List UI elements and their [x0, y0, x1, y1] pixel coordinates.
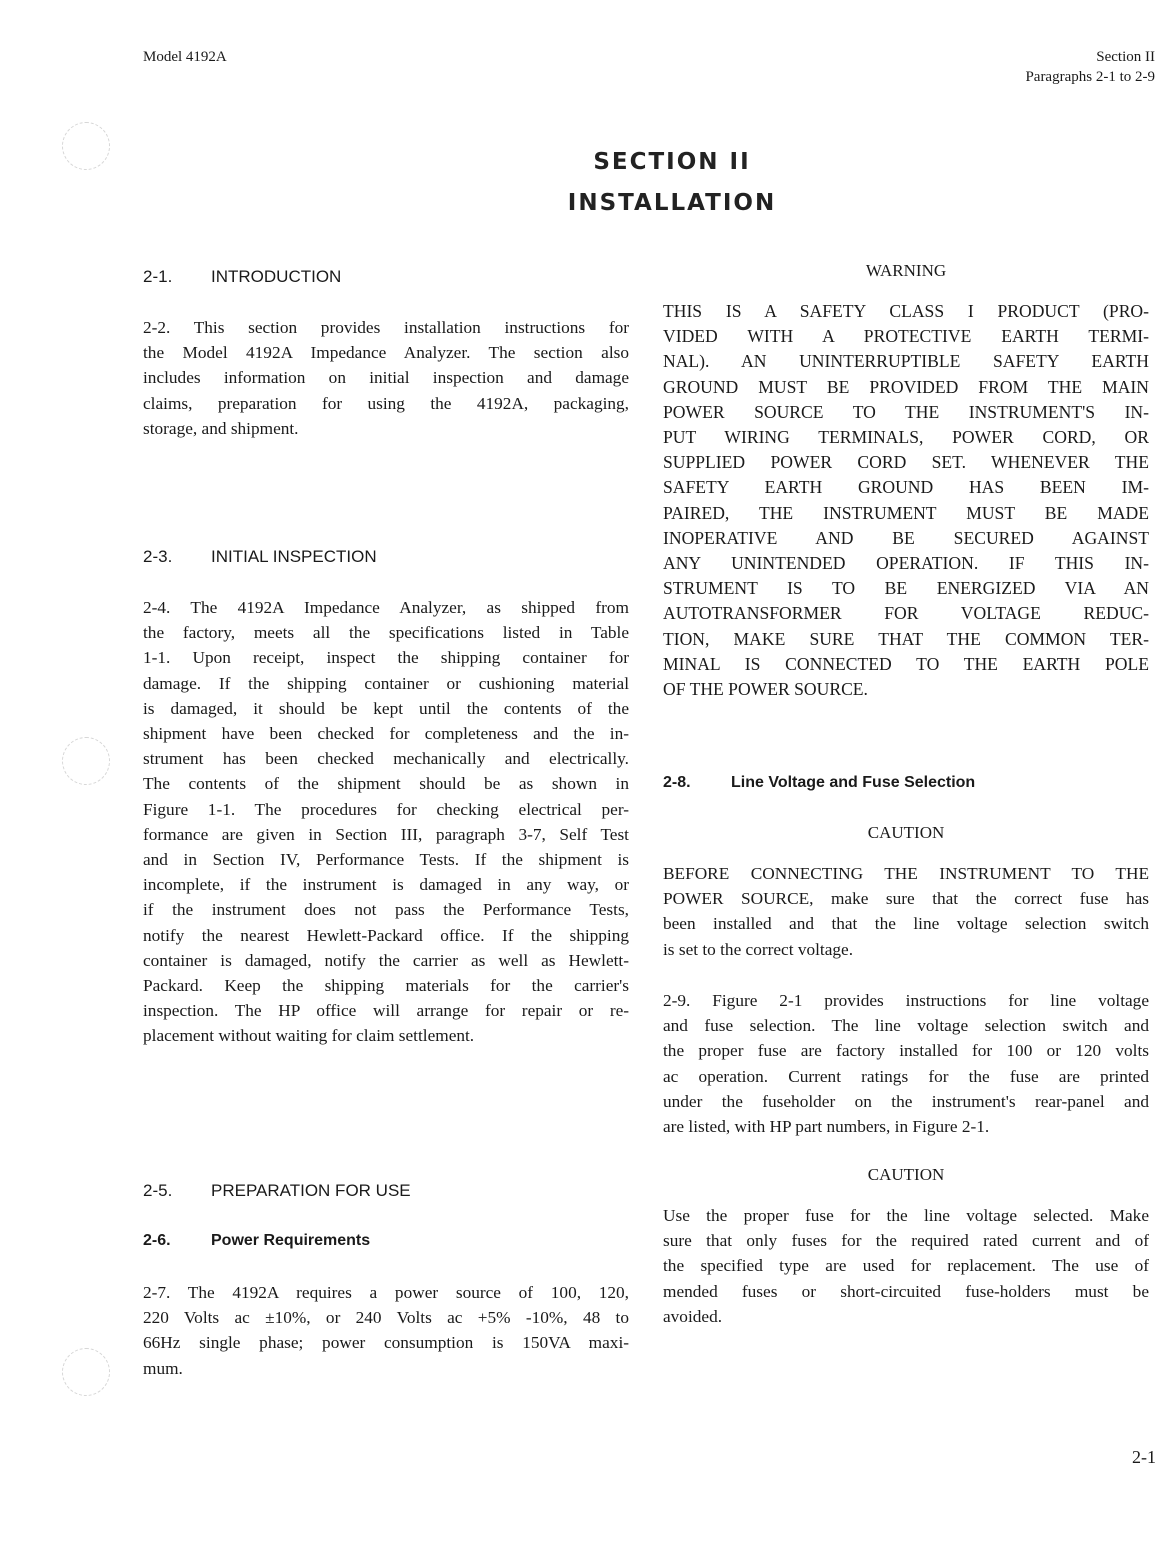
- text-line: notify the nearest Hewlett-Packard office. If the shipping: [143, 925, 629, 945]
- heading-2-3: [143, 546, 629, 568]
- text-line: 2-7. The 4192A requires a power source of 100, 120,: [143, 1283, 629, 1302]
- text-line: Packard. Keep the shipping materials for the carrier's: [143, 976, 629, 996]
- text-line: Figure 1-1. The procedures for checking electrical per-: [143, 799, 629, 819]
- text-line: PAIRED, THE INSTRUMENT MUST BE MADE: [663, 502, 1149, 523]
- page-number: 2-1: [1132, 1447, 1156, 1467]
- text-line: is damaged, it should be kept until the contents of the: [143, 698, 629, 718]
- heading-2-8: [663, 772, 1149, 794]
- text-line: INOPERATIVE AND BE SECURED AGAINST: [663, 527, 1149, 548]
- section-title: SECTION II: [593, 149, 751, 175]
- warning-label: WARNING: [865, 261, 947, 280]
- text-line: VIDED WITH A PROTECTIVE EARTH TERMI-: [663, 326, 1149, 347]
- text-line: is set to the correct voltage.: [663, 939, 854, 959]
- caution-label: CAUTION: [867, 1165, 945, 1184]
- header-section: [1025, 47, 1155, 87]
- text-line: POWER SOURCE TO THE INSTRUMENT'S IN-: [663, 401, 1149, 422]
- text-line: under the fuseholder on the instrument's rear-panel and: [663, 1091, 1149, 1111]
- text-line: 66Hz single phase; power consumption is 150VA maxi-: [143, 1333, 629, 1353]
- heading-number: 2-8.: [663, 774, 691, 791]
- text-line: STRUMENT IS TO BE ENERGIZED VIA AN: [663, 578, 1149, 599]
- header-paragraph-range: Paragraphs 2-1 to 2-9: [1025, 69, 1155, 85]
- paragraph-2-9: [663, 988, 1149, 1139]
- text-line: 1-1. Upon receipt, inspect the shipping container for: [143, 648, 629, 668]
- text-line: mended fuses or short-circuited fuse-holders must be: [663, 1281, 1149, 1301]
- text-line: POWER SOURCE, make sure that the correct fuse has: [663, 889, 1149, 909]
- text-line: 2-9. Figure 2-1 provides instructions for line voltage: [663, 991, 1149, 1010]
- text-line: claims, preparation for using the 4192A, packaging,: [143, 393, 629, 413]
- text-line: the proper fuse are factory installed for 100 or 120 volts: [663, 1041, 1149, 1061]
- paragraph-2-7: [143, 1280, 629, 1381]
- text-line: and fuse selection. The line voltage selection switch and: [663, 1016, 1149, 1036]
- heading-2-6: [143, 1230, 629, 1252]
- text-line: SAFETY EARTH GROUND HAS BEEN IM-: [663, 477, 1149, 498]
- heading-number: 2-1.: [143, 267, 173, 286]
- heading-text: INTRODUCTION: [211, 267, 342, 286]
- paragraph-2-2: [143, 315, 629, 441]
- caution-text: [663, 1203, 1149, 1329]
- text-line: are listed, with HP part numbers, in Figure 2-1.: [663, 1117, 990, 1137]
- text-line: MINAL IS CONNECTED TO THE EARTH POLE: [663, 653, 1149, 674]
- warning-text: [663, 299, 1149, 702]
- text-line: OF THE POWER SOURCE.: [663, 679, 868, 700]
- text-line: 2-2. This section provides installation instructions for: [143, 318, 629, 337]
- text-line: shipment have been checked for completeness and the in-: [143, 724, 629, 744]
- header-section-label: Section II: [1096, 49, 1155, 65]
- text-line: AUTOTRANSFORMER FOR VOLTAGE REDUC-: [663, 603, 1149, 624]
- text-line: the factory, meets all the specifications listed in Table: [143, 623, 629, 643]
- text-line: avoided.: [663, 1306, 723, 1326]
- header-model: Model 4192A: [143, 49, 227, 65]
- text-line: incomplete, if the instrument is damaged in any way, or: [143, 875, 629, 895]
- heading-number: 2-6.: [143, 1232, 171, 1249]
- punch-hole: [62, 1348, 110, 1396]
- text-line: GROUND MUST BE PROVIDED FROM THE MAIN: [663, 376, 1149, 397]
- text-line: formance are given in Section III, paragraph 3-7, Self Test: [143, 824, 629, 844]
- text-line: includes information on initial inspection and damage: [143, 368, 629, 388]
- text-line: 2-4. The 4192A Impedance Analyzer, as shipped from: [143, 598, 629, 617]
- text-line: 220 Volts ac ±10%, or 240 Volts ac +5% -10%, 48 to: [143, 1308, 629, 1328]
- punch-hole: [62, 737, 110, 785]
- text-line: The contents of the shipment should be as shown in: [143, 774, 629, 794]
- text-line: PUT WIRING TERMINALS, POWER CORD, OR: [663, 427, 1149, 448]
- text-line: ac operation. Current ratings for the fuse are printed: [663, 1066, 1149, 1086]
- heading-number: 2-5.: [143, 1181, 173, 1200]
- text-line: storage, and shipment.: [143, 418, 299, 438]
- text-line: the specified type are used for replacement. The use of: [663, 1256, 1149, 1276]
- text-line: damage. If the shipping container or cushioning material: [143, 673, 629, 693]
- text-line: mum.: [143, 1358, 183, 1378]
- heading-text: INITIAL INSPECTION: [211, 547, 377, 566]
- text-line: BEFORE CONNECTING THE INSTRUMENT TO THE: [663, 864, 1149, 883]
- text-line: SUPPLIED POWER CORD SET. WHENEVER THE: [663, 452, 1149, 473]
- text-line: been installed and that the line voltage selection switch: [663, 914, 1149, 934]
- text-line: Use the proper fuse for the line voltage selected. Make: [663, 1206, 1149, 1225]
- text-line: ANY UNINTENDED OPERATION. IF THIS IN-: [663, 553, 1149, 574]
- paragraph-2-4: [143, 595, 629, 1049]
- text-line: the Model 4192A Impedance Analyzer. The section also: [143, 343, 629, 363]
- text-line: sure that only fuses for the required rated current and of: [663, 1231, 1149, 1251]
- text-line: placement without waiting for claim settlement.: [143, 1026, 475, 1046]
- section-subtitle: INSTALLATION: [567, 190, 777, 216]
- heading-number: 2-3.: [143, 547, 173, 566]
- text-line: strument has been checked mechanically and electrically.: [143, 749, 629, 769]
- text-line: THIS IS A SAFETY CLASS I PRODUCT (PRO-: [663, 301, 1149, 321]
- text-line: inspection. The HP office will arrange for repair or re-: [143, 1001, 629, 1021]
- heading-text: PREPARATION FOR USE: [211, 1181, 411, 1200]
- text-line: if the instrument does not pass the Performance Tests,: [143, 900, 629, 920]
- heading-text: Power Requirements: [211, 1232, 371, 1249]
- text-line: NAL). AN UNINTERRUPTIBLE SAFETY EARTH: [663, 351, 1149, 372]
- heading-text: Line Voltage and Fuse Selection: [731, 774, 976, 791]
- heading-2-5: [143, 1180, 629, 1202]
- text-line: container is damaged, notify the carrier as well as Hewlett-: [143, 950, 629, 970]
- heading-2-1: [143, 266, 629, 288]
- caution-text: [663, 861, 1149, 962]
- caution-label: CAUTION: [867, 823, 945, 842]
- text-line: and in Section IV, Performance Tests. If the shipment is: [143, 850, 629, 870]
- text-line: TION, MAKE SURE THAT THE COMMON TER-: [663, 628, 1149, 649]
